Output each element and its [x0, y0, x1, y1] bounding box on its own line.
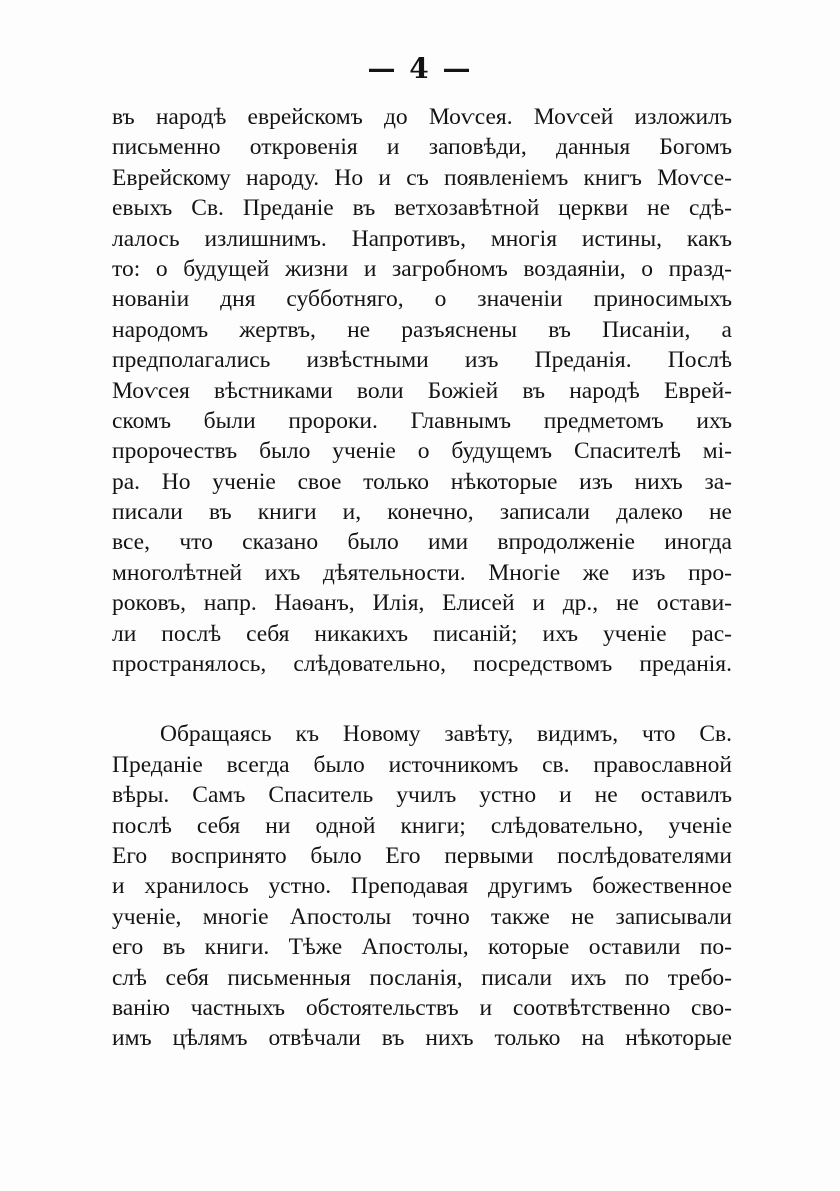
text-line: и хранилось устно. Преподавая другимъ божественное	[112, 873, 732, 900]
text-line: все, что сказано было ими впродолженіе иногда	[112, 529, 732, 556]
text-line: то: о будущей жизни и загробномъ воздаяніи, о празд-	[112, 255, 732, 282]
text-line: Обращаясь къ Новому завѣту, видимъ, что Св.	[160, 721, 732, 748]
page-body	[112, 102, 732, 1054]
paragraph-1	[112, 102, 732, 679]
text-line: письменно откровенія и заповѣди, данныя Богомъ	[112, 134, 732, 161]
text-line: слѣ себя письменныя посланія, писали ихъ по требо-	[112, 964, 732, 991]
text-line: нованіи дня субботняго, о значеніи приносимыхъ	[112, 286, 732, 313]
text-line: послѣ себя ни одной книги; слѣдовательно, ученіе	[112, 812, 732, 839]
text-line: предполагались извѣстными изъ Преданія. Послѣ	[112, 347, 732, 374]
text-line: ванію частныхъ обстоятельствъ и соотвѣтственно сво-	[112, 994, 732, 1021]
text-line: его въ книги. Тѣже Апостолы, которые оставили по-	[112, 934, 732, 961]
text-line: писали въ книги и, конечно, записали далеко не	[112, 499, 732, 526]
text-line: многолѣтней ихъ дѣятельности. Многіе же изъ про-	[112, 559, 732, 586]
text-line: Моѵсея вѣстниками воли Божіей въ народѣ Еврей-	[112, 377, 732, 404]
text-line: въ народѣ еврейскомъ до Моѵсея. Моѵсей изложилъ	[112, 104, 732, 130]
text-line: Преданіе всегда было источникомъ св. православной	[112, 751, 732, 778]
text-line: Еврейскому народу. Но и съ появленіемъ книгъ Моѵсе-	[112, 164, 732, 191]
text-line: народомъ жертвъ, не разъяснены въ Писаніи, а	[112, 316, 732, 343]
text-line: имъ цѣлямъ отвѣчали въ нихъ только на нѣкоторые	[112, 1025, 732, 1052]
text-line: ли послѣ себя никакихъ писаній; ихъ ученіе рас-	[112, 620, 732, 647]
text-line: пространялось, слѣдовательно, посредствомъ преданія.	[112, 651, 732, 678]
text-line: пророчествъ было ученіе о будущемъ Спасителѣ мі-	[112, 438, 732, 465]
paragraph-gap	[112, 679, 732, 719]
paragraph-2	[112, 719, 732, 1053]
text-line: Его воспринято было Его первыми послѣдователями	[112, 842, 732, 869]
text-line: евыхъ Св. Преданіе въ ветхозавѣтной церкви не сдѣ-	[112, 195, 732, 222]
text-line: вѣры. Самъ Спаситель училъ устно и не оставилъ	[112, 782, 732, 809]
text-line: роковъ, напр. Наѳанъ, Илія, Елисей и др., не остави-	[112, 590, 732, 617]
text-line: скомъ были пророки. Главнымъ предметомъ ихъ	[112, 407, 732, 434]
text-line: ученіе, многіе Апостолы точно также не записывали	[112, 903, 732, 930]
text-line: лалось излишнимъ. Напротивъ, многія истины, какъ	[112, 225, 732, 252]
page-number: — 4 —	[367, 52, 473, 85]
text-line: ра. Но ученіе свое только нѣкоторые изъ нихъ за-	[112, 468, 732, 495]
